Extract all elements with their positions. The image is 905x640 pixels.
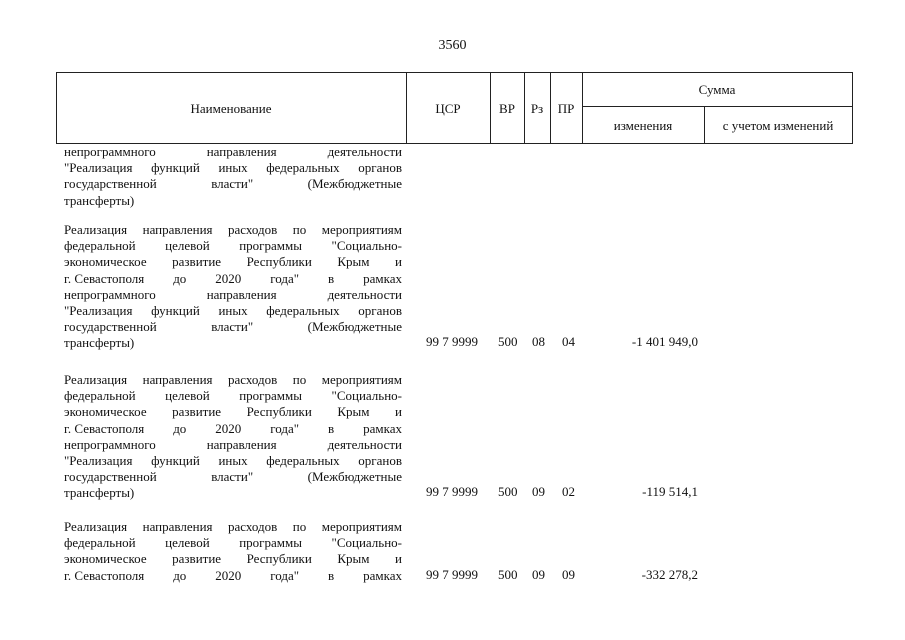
row-name-word: целевой xyxy=(165,388,210,404)
row-name-word: Крым xyxy=(337,254,370,270)
row-name-line xyxy=(64,160,402,176)
row-name-line xyxy=(64,372,402,388)
row-name xyxy=(64,519,402,584)
row-name-word: Республики xyxy=(246,404,312,420)
row-name-line xyxy=(64,176,402,192)
header-rz: Рз xyxy=(530,100,544,116)
row-pr: 04 xyxy=(562,334,575,350)
row-name-line xyxy=(64,404,402,420)
row-name-word: деятельности xyxy=(327,286,402,302)
header-change: изменения xyxy=(613,117,673,133)
row-name-line xyxy=(64,551,402,567)
row-rz: 08 xyxy=(532,334,545,350)
row-name-word: экономическое xyxy=(64,404,147,420)
row-name-word: по xyxy=(292,519,307,534)
row-name-word: деятельности xyxy=(327,144,402,159)
row-name-line xyxy=(64,568,402,584)
row-name-word: "Реализация xyxy=(64,302,133,318)
row-name-word: в xyxy=(328,270,335,286)
row-name-word: направления xyxy=(206,436,277,452)
row-name-line xyxy=(64,254,402,270)
row-name-word: 2020 xyxy=(215,270,242,286)
row-name-line xyxy=(64,144,402,160)
row-name-word: государственной xyxy=(64,176,157,192)
row-name-word: г. Севастополя xyxy=(64,567,145,583)
row-csr: 99 7 9999 xyxy=(426,334,478,350)
row-name-line xyxy=(64,193,402,209)
row-name-word: г. Севастополя xyxy=(64,270,145,286)
row-amount-change: -1 401 949,0 xyxy=(631,334,698,350)
row-name-word: экономическое xyxy=(64,551,147,567)
header-sum: Сумма xyxy=(698,81,736,97)
row-name-word: иных xyxy=(218,160,248,176)
row-name-line xyxy=(64,453,402,469)
row-name-word: федеральных xyxy=(266,452,340,468)
page-number: 3560 xyxy=(438,38,467,53)
row-name-word: направления xyxy=(206,286,277,302)
row-name-word: функций xyxy=(151,452,200,468)
row-name-line xyxy=(64,222,402,238)
row-name-line xyxy=(64,303,402,319)
row-name-word: иных xyxy=(218,452,248,468)
row-name-word: органов xyxy=(358,302,402,318)
row-name-line xyxy=(64,238,402,254)
row-name-word: иных xyxy=(218,302,248,318)
row-name-word: Реализация xyxy=(64,372,128,387)
row-name-word: власти" xyxy=(211,176,254,192)
row-name-word: "Реализация xyxy=(64,452,133,468)
row-name-word: расходов xyxy=(228,372,278,387)
row-amount-change: -119 514,1 xyxy=(642,484,698,500)
row-name-word: "Социально- xyxy=(331,388,402,404)
row-name-word: Реализация xyxy=(64,222,128,237)
row-name-word: года" xyxy=(270,270,300,286)
row-name-word: Крым xyxy=(337,404,370,420)
row-pr: 02 xyxy=(562,484,575,500)
row-vr: 500 xyxy=(498,484,518,500)
row-name-word: функций xyxy=(151,160,200,176)
row-name-word: 2020 xyxy=(215,420,242,436)
row-name-line xyxy=(64,421,402,437)
row-name-word: (Межбюджетные xyxy=(307,469,402,485)
row-name-line xyxy=(64,319,402,335)
row-name-word: "Социально- xyxy=(331,535,402,551)
row-name-line xyxy=(64,485,402,501)
header-pr: ПР xyxy=(557,100,575,116)
row-name-word: целевой xyxy=(165,535,210,551)
row-name-word: Крым xyxy=(337,551,370,567)
row-name-word: федеральных xyxy=(266,160,340,176)
row-name-word: в xyxy=(328,567,335,583)
row-name-word: программы xyxy=(239,535,302,551)
row-name-word: власти" xyxy=(211,319,254,335)
row-name-word: целевой xyxy=(165,238,210,254)
row-name-word: Реализация xyxy=(64,519,128,534)
row-name-word: в xyxy=(328,420,335,436)
row-name-word: развитие xyxy=(172,254,222,270)
row-name-line xyxy=(64,437,402,453)
row-name-word: рамках xyxy=(363,420,402,436)
row-name-word: "Социально- xyxy=(331,238,402,254)
row-name-word: (Межбюджетные xyxy=(307,176,402,192)
row-name-line xyxy=(64,469,402,485)
row-name-word: программы xyxy=(239,388,302,404)
row-vr: 500 xyxy=(498,566,518,582)
row-name-word: федеральной xyxy=(64,388,136,404)
row-name-line xyxy=(64,271,402,287)
row-name-word: направления xyxy=(206,144,277,159)
row-name-word: направления xyxy=(142,222,213,237)
row-name-word: и xyxy=(395,551,402,567)
row-name-word: непрограммного xyxy=(64,144,156,159)
row-rz: 09 xyxy=(532,566,545,582)
row-vr: 500 xyxy=(498,334,518,350)
row-name-word: деятельности xyxy=(327,436,402,452)
row-rz: 09 xyxy=(532,484,545,500)
row-name-word: трансферты) xyxy=(64,485,135,501)
row-name-word: Республики xyxy=(246,551,312,567)
row-name-word: непрограммного xyxy=(64,286,156,302)
row-name-word: экономическое xyxy=(64,254,147,270)
row-name-word: по xyxy=(292,372,307,387)
row-name xyxy=(64,144,402,209)
row-name-line xyxy=(64,335,402,351)
row-name-word: (Межбюджетные xyxy=(307,319,402,335)
row-name-word: федеральной xyxy=(64,535,136,551)
row-name-word: развитие xyxy=(172,551,222,567)
row-name-word: программы xyxy=(239,238,302,254)
row-name-word: непрограммного xyxy=(64,436,156,452)
row-amount-change: -332 278,2 xyxy=(641,566,698,582)
row-name-word: государственной xyxy=(64,469,157,485)
row-name-word: расходов xyxy=(228,519,278,534)
row-name-word: рамках xyxy=(363,567,402,583)
row-name-word: мероприятиям xyxy=(321,222,402,237)
row-name-line xyxy=(64,287,402,303)
table-header xyxy=(56,72,853,144)
row-name xyxy=(64,372,402,502)
row-name-word: до xyxy=(173,567,187,583)
header-name: Наименование xyxy=(190,100,272,116)
row-name-line xyxy=(64,535,402,551)
row-pr: 09 xyxy=(562,566,575,582)
row-name-line xyxy=(64,388,402,404)
row-name-word: трансферты) xyxy=(64,335,135,351)
row-name-word: государственной xyxy=(64,319,157,335)
row-name-word: до xyxy=(173,270,187,286)
row-name-word: направления xyxy=(142,372,213,387)
row-name-word: развитие xyxy=(172,404,222,420)
row-name-word: федеральной xyxy=(64,238,136,254)
row-csr: 99 7 9999 xyxy=(426,566,478,582)
row-name-word: и xyxy=(395,254,402,270)
row-name-word: и xyxy=(395,404,402,420)
row-name-word: г. Севастополя xyxy=(64,420,145,436)
header-with-change: с учетом изменений xyxy=(722,117,834,133)
row-name-word: мероприятиям xyxy=(321,519,402,534)
row-name-word: 2020 xyxy=(215,567,242,583)
row-name-word: рамках xyxy=(363,270,402,286)
row-name-word: года" xyxy=(270,420,300,436)
row-name-word: федеральных xyxy=(266,302,340,318)
row-csr: 99 7 9999 xyxy=(426,484,478,500)
row-name-word: мероприятиям xyxy=(321,372,402,387)
row-name-word: "Реализация xyxy=(64,160,133,176)
header-vr: ВР xyxy=(499,100,515,116)
row-name-word: до xyxy=(173,420,187,436)
row-name xyxy=(64,222,402,352)
row-name-word: года" xyxy=(270,567,300,583)
row-name-word: функций xyxy=(151,302,200,318)
row-name-word: органов xyxy=(358,452,402,468)
row-name-word: власти" xyxy=(211,469,254,485)
row-name-word: расходов xyxy=(228,222,278,237)
row-name-word: трансферты) xyxy=(64,192,135,208)
row-name-word: направления xyxy=(142,519,213,534)
row-name-word: органов xyxy=(358,160,402,176)
row-name-line xyxy=(64,519,402,535)
row-name-word: Республики xyxy=(246,254,312,270)
header-right-border xyxy=(852,72,853,144)
header-csr: ЦСР xyxy=(435,100,461,116)
row-name-word: по xyxy=(292,222,307,237)
